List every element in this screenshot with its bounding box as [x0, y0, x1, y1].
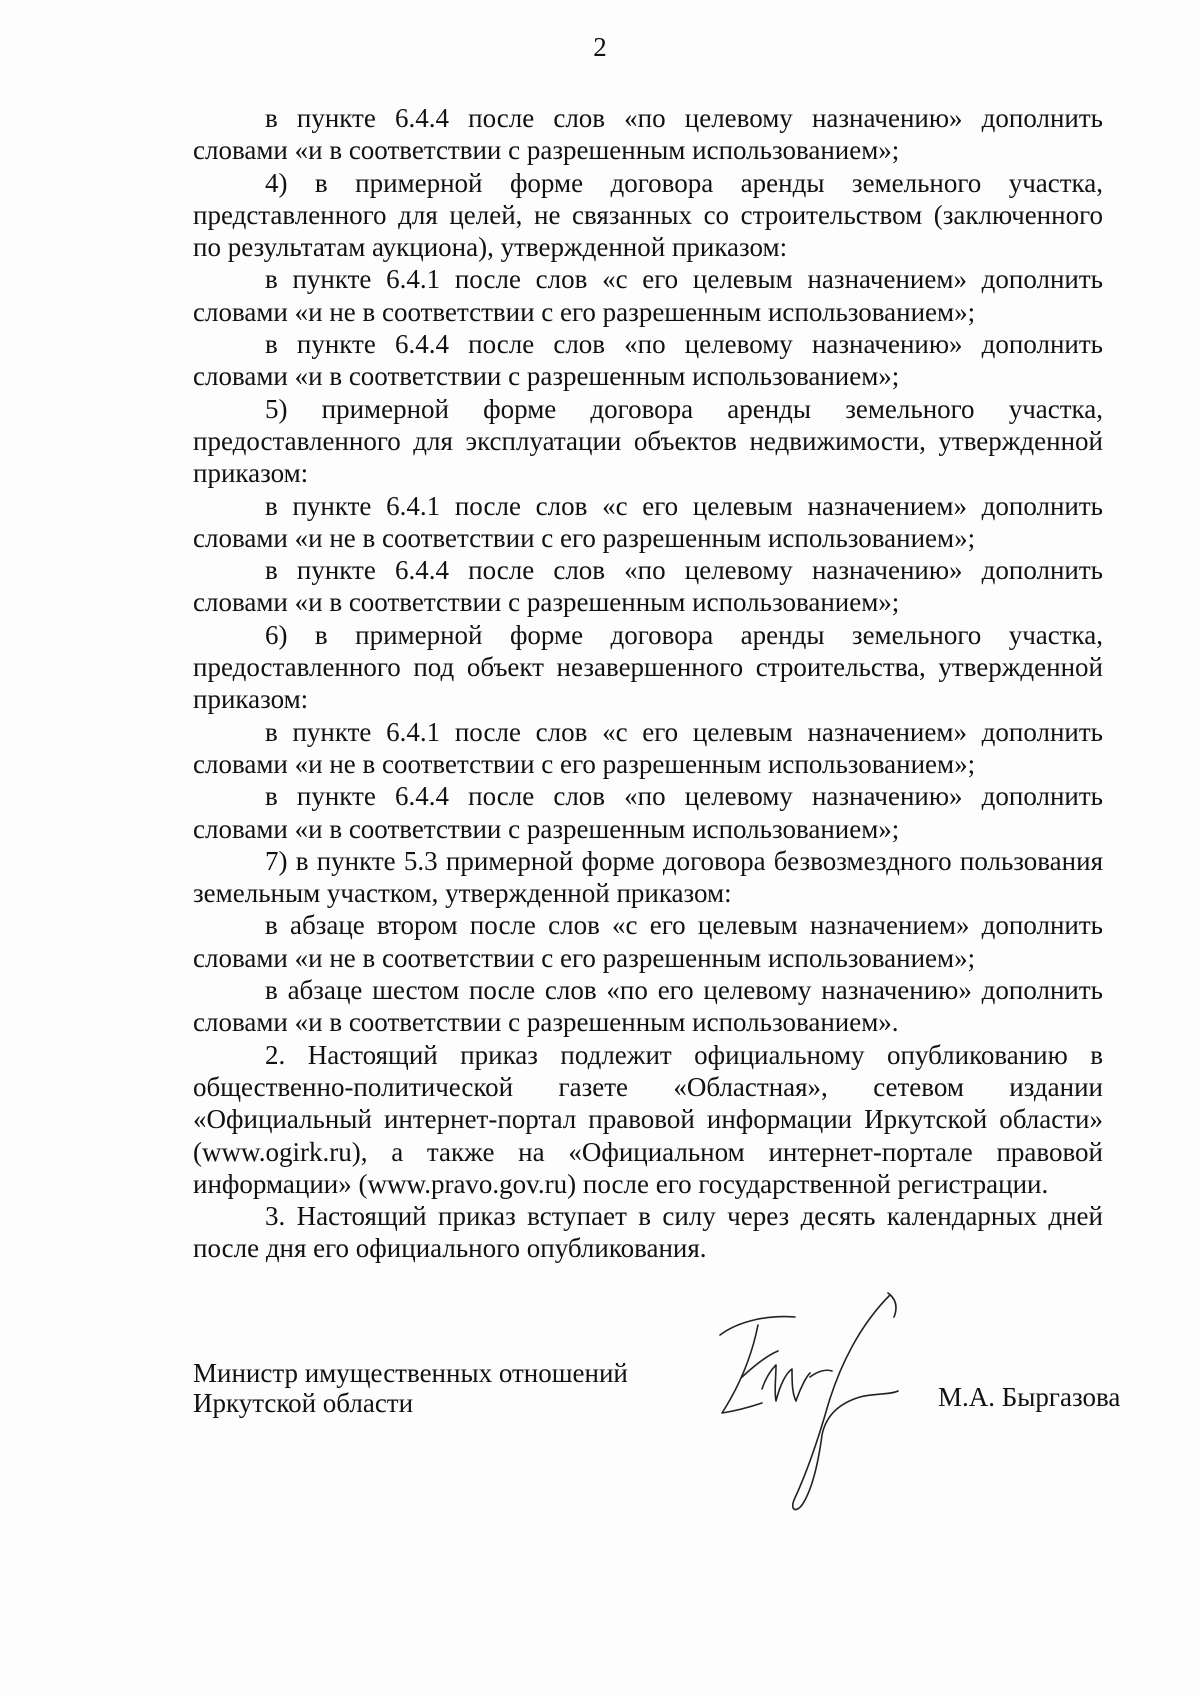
paragraph: 4) в примерной форме договора аренды земельного участка, представленного для целей, не связанных со строительством (заключенного по результатам аукциона), утвержденной приказом:	[193, 167, 1103, 263]
paragraph: 7) в пункте 5.3 примерной форме договора безвозмездного пользования земельным участком, утвержденной приказом:	[193, 845, 1103, 909]
paragraph: в пункте 6.4.4 после слов «по целевому назначению» дополнить словами «и в соответствии с разрешенным использованием»;	[193, 103, 1103, 166]
signatory-name: М.А. Быргазова	[938, 1382, 1121, 1412]
signatory-position-line: Министр имущественных отношений	[193, 1358, 628, 1388]
signatory-position	[193, 1358, 628, 1418]
paragraph: 6) в примерной форме договора аренды земельного участка, предоставленного под объект незавершенного строительства, утвержденной приказом:	[193, 619, 1103, 715]
paragraph: в пункте 6.4.4 после слов «по целевому назначению» дополнить словами «и в соответствии с разрешенным использованием»;	[193, 555, 1103, 618]
page-number: 2	[593, 32, 607, 62]
paragraph: 5) примерной форме договора аренды земельного участка, предоставленного для эксплуатации объектов недвижимости, утвержденной приказом:	[193, 393, 1103, 489]
paragraph: 3. Настоящий приказ вступает в силу через десять календарных дней после дня его официального опубликования.	[193, 1201, 1103, 1264]
handwritten-signature	[700, 1285, 930, 1535]
signatory-position-line: Иркутской области	[193, 1388, 414, 1418]
paragraph: в пункте 6.4.4 после слов «по целевому назначению» дополнить словами «и в соответствии с разрешенным использованием»;	[193, 329, 1103, 392]
paragraph: в пункте 6.4.1 после слов «с его целевым назначением» дополнить словами «и не в соответствии с его разрешенным использованием»;	[193, 264, 1103, 327]
paragraph: в пункте 6.4.1 после слов «с его целевым назначением» дополнить словами «и не в соответствии с его разрешенным использованием»;	[193, 490, 1103, 553]
paragraph: в абзаце шестом после слов «по его целевому назначению» дополнить словами «и в соответствии с разрешенным использованием».	[193, 975, 1103, 1038]
paragraph: в пункте 6.4.4 после слов «по целевому назначению» дополнить словами «и в соответствии с разрешенным использованием»;	[193, 781, 1103, 844]
paragraph: в абзаце втором после слов «с его целевым назначением» дополнить словами «и не в соответствии с его разрешенным использованием»;	[193, 910, 1103, 973]
paragraph: 2. Настоящий приказ подлежит официальному опубликованию в общественно-политической газете «Областная», сетевом издании «Официальный интернет-портал правовой информации Иркутской области» (www.ogirk.ru), а также на «Официальном интернет-портале правовой информации» (www.pravo.gov.ru) после его государственной регистрации.	[193, 1039, 1103, 1199]
paragraph: в пункте 6.4.1 после слов «с его целевым назначением» дополнить словами «и не в соответствии с его разрешенным использованием»;	[193, 716, 1103, 779]
document-body	[193, 102, 1103, 1265]
